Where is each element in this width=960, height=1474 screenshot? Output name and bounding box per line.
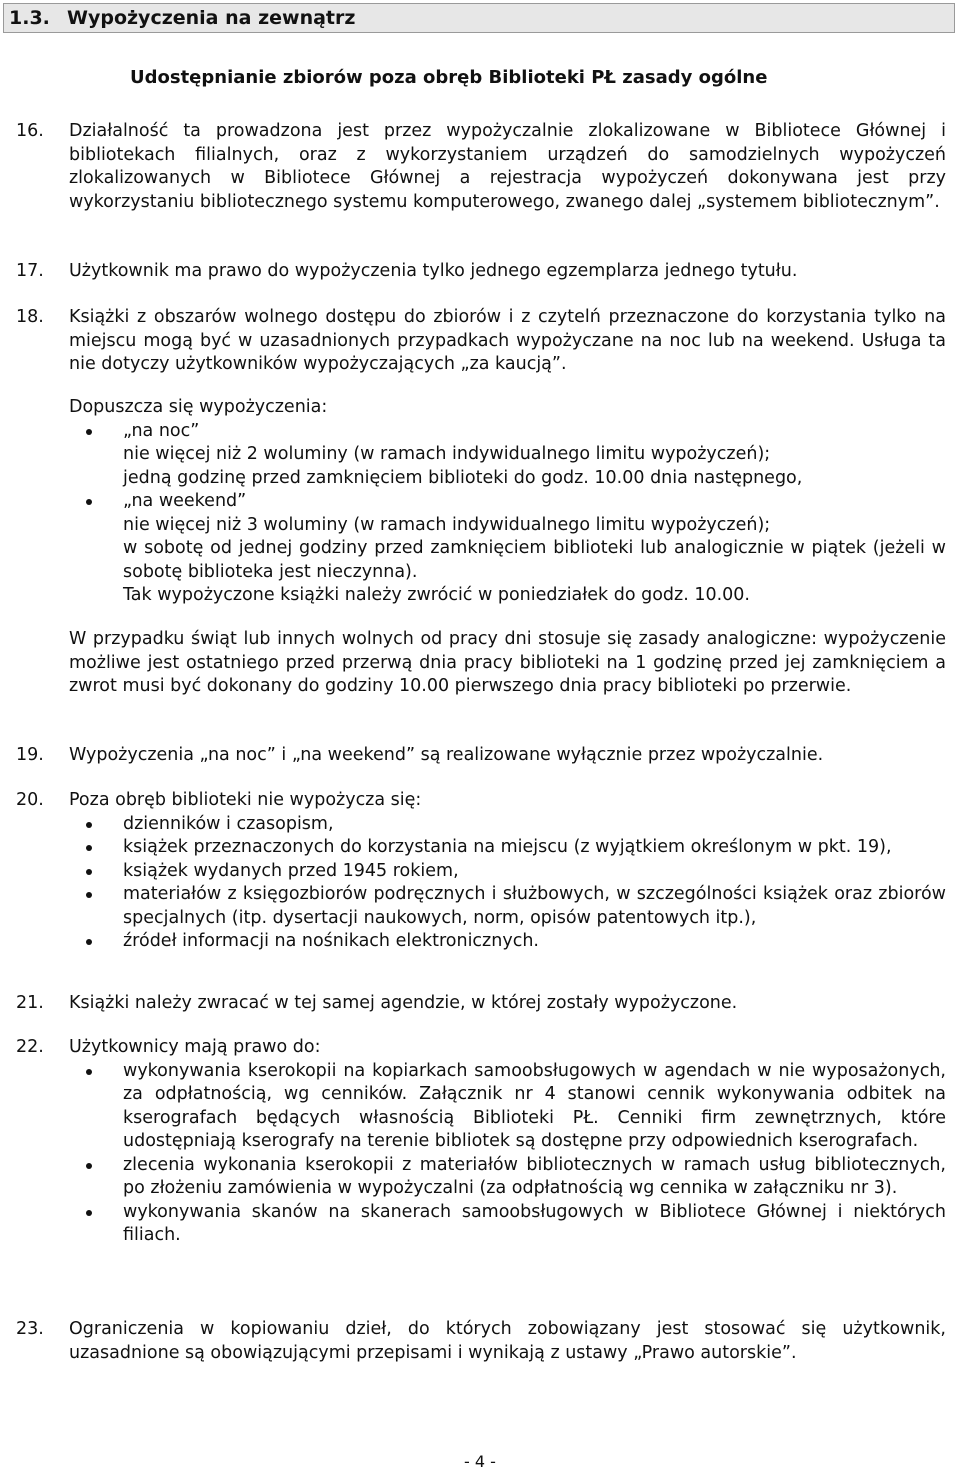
rule-text: Książki z obszarów wolnego dostępu do zbiorów i z czytelń przeznaczone do korzystania tylko na miejscu mogą być w uzasadnionych przypadkach wypożyczane na noc lub na weekend. Usługa ta nie dotyczy użytkowników wypożyczających „za kaucją”.	[69, 307, 946, 374]
rule-text: Poza obręb biblioteki nie wypożycza się:	[69, 790, 422, 810]
list-item	[69, 1060, 946, 1154]
rule-20	[16, 789, 946, 954]
rule-16	[16, 120, 946, 214]
allowed-loans	[69, 396, 946, 608]
bullet-icon	[86, 822, 92, 828]
rule-18	[16, 306, 946, 377]
loan-rule-line: nie więcej niż 3 woluminy (w ramach indywidualnego limitu wypożyczeń);	[123, 514, 771, 535]
list-item-text: źródeł informacji na nośnikach elektronicznych.	[123, 931, 539, 951]
rule-22	[16, 1036, 946, 1248]
bullet-icon	[86, 869, 92, 875]
rule-text: Wypożyczenia „na noc” i „na weekend” są realizowane wyłącznie przez wpożyczalnie.	[69, 745, 824, 765]
rule-text: Działalność ta prowadzona jest przez wypożyczalnie zlokalizowane w Bibliotece Głównej i bibliotekach filialnych, oraz z wykorzystaniem urządzeń do samodzielnych wypożyczeń zlokalizowanych w Bibliotece Głównej a rejestracja wypożyczeń dokonywana jest przy wykorzystaniu bibliotecznego systemu komputerowego, zwanego dalej „systemem bibliotecznym”.	[69, 121, 946, 212]
loan-rule-line: Tak wypożyczone książki należy zwrócić w poniedziałek do godz. 10.00.	[123, 585, 750, 605]
rule-number: 17.	[16, 261, 44, 281]
list-item	[69, 883, 946, 930]
rule-23	[16, 1318, 946, 1365]
rights-list	[69, 1060, 946, 1248]
bullet-icon	[86, 845, 92, 851]
list-item-text: wykonywania skanów na skanerach samoobsługowych w Bibliotece Głównej i niektórych filiach.	[123, 1201, 946, 1245]
rule-text: Użytkownik ma prawo do wypożyczenia tylko jednego egzemplarza jednego tytułu.	[69, 261, 798, 281]
loan-type: „na noc”	[123, 420, 200, 441]
list-item	[69, 1201, 946, 1248]
bullet-icon	[86, 892, 92, 898]
rule-number: 21.	[16, 993, 44, 1013]
rule-number: 18.	[16, 307, 44, 327]
list-item-text: książek przeznaczonych do korzystania na miejscu (z wyjątkiem określonym w pkt. 19),	[123, 837, 892, 857]
rule-number: 22.	[16, 1037, 44, 1057]
rule-number: 19.	[16, 745, 44, 765]
holiday-rule: W przypadku świąt lub innych wolnych od pracy dni stosuje się zasady analogiczne: wypożyczenie możliwe jest ostatniego przed przerwą dnia pracy biblioteki na 1 godzinę przed jej zamknięciem a zwrot musi być dokonany do godziny 10.00 pierwszego dnia pracy biblioteki po przerwie.	[69, 629, 946, 696]
list-item-overnight	[69, 420, 946, 491]
bullet-icon	[86, 499, 92, 505]
list-item-text: wykonywania kserokopii na kopiarkach samoobsługowych w agendach w nie wyposażonych, za odpłatnością, wg cenników. Załącznik nr 4 stanowi cennik wykonywania odbitek na kserografach będących własnością Biblioteki PŁ. Cenniki firm zewnętrznych, które udostępniają kserografy na terenie bibliotek są dostępne przy odpowiednich kserografach.	[123, 1060, 946, 1151]
list-item-text: książek wydanych przed 1945 rokiem,	[123, 860, 459, 881]
loan-rule-line: jedną godzinę przed zamknięciem biblioteki do godz. 10.00 dnia następnego,	[123, 467, 803, 488]
allowed-loans-intro: Dopuszcza się wypożyczenia:	[69, 397, 328, 417]
bullet-icon	[86, 1069, 92, 1075]
list-item-text: materiałów z księgozbiorów podręcznych i służbowych, w szczególności książek oraz zbiorów specjalnych (itp. dysertacji naukowych, norm, opisów patentowych itp.),	[123, 884, 946, 928]
section-header	[3, 3, 955, 33]
list-item	[69, 930, 946, 954]
loan-type: „na weekend”	[123, 491, 247, 511]
bullet-icon	[86, 939, 92, 945]
section-title: Wypożyczenia na zewnątrz	[67, 7, 356, 29]
rule-number: 16.	[16, 121, 44, 141]
excluded-list	[69, 813, 946, 954]
rule-text: Ograniczenia w kopiowaniu dzieł, do których zobowiązany jest stosować się użytkownik, uzasadnione są obowiązującymi przepisami i wynikają z ustawy „Prawo autorskie”.	[69, 1319, 946, 1363]
list-item-text: dzienników i czasopism,	[123, 813, 334, 834]
section-number: 1.3.	[9, 7, 50, 29]
document-subtitle: Udostępnianie zbiorów poza obręb Biblioteki PŁ zasady ogólne	[130, 67, 768, 88]
bullet-icon	[86, 429, 92, 435]
list-item	[69, 860, 946, 884]
list-item	[69, 836, 946, 860]
rule-17	[16, 260, 946, 284]
rule-text: Użytkownicy mają prawo do:	[69, 1037, 321, 1057]
rule-21	[16, 992, 946, 1016]
rule-text: Książki należy zwracać w tej samej agendzie, w której zostały wypożyczone.	[69, 993, 738, 1013]
rule-number: 23.	[16, 1319, 44, 1339]
allowed-loans-list	[69, 420, 946, 608]
list-item-weekend	[69, 490, 946, 608]
list-item-text: zlecenia wykonania kserokopii z materiałów bibliotecznych w ramach usług bibliotecznych, po złożeniu zamówienia w wypożyczalni (za odpłatnością wg cennika w załączniku nr 3).	[123, 1154, 946, 1198]
bullet-icon	[86, 1210, 92, 1216]
bullet-icon	[86, 1163, 92, 1169]
loan-rule-line: w sobotę od jednej godziny przed zamknięciem biblioteki lub analogicznie w piątek (jeżeli w sobotę biblioteka jest nieczynna).	[123, 538, 946, 582]
page-number: - 4 -	[464, 1452, 496, 1471]
list-item	[69, 1154, 946, 1201]
rule-19	[16, 744, 946, 768]
loan-rule-line: nie więcej niż 2 woluminy (w ramach indywidualnego limitu wypożyczeń);	[123, 444, 771, 464]
rule-number: 20.	[16, 790, 44, 810]
list-item	[69, 813, 946, 837]
